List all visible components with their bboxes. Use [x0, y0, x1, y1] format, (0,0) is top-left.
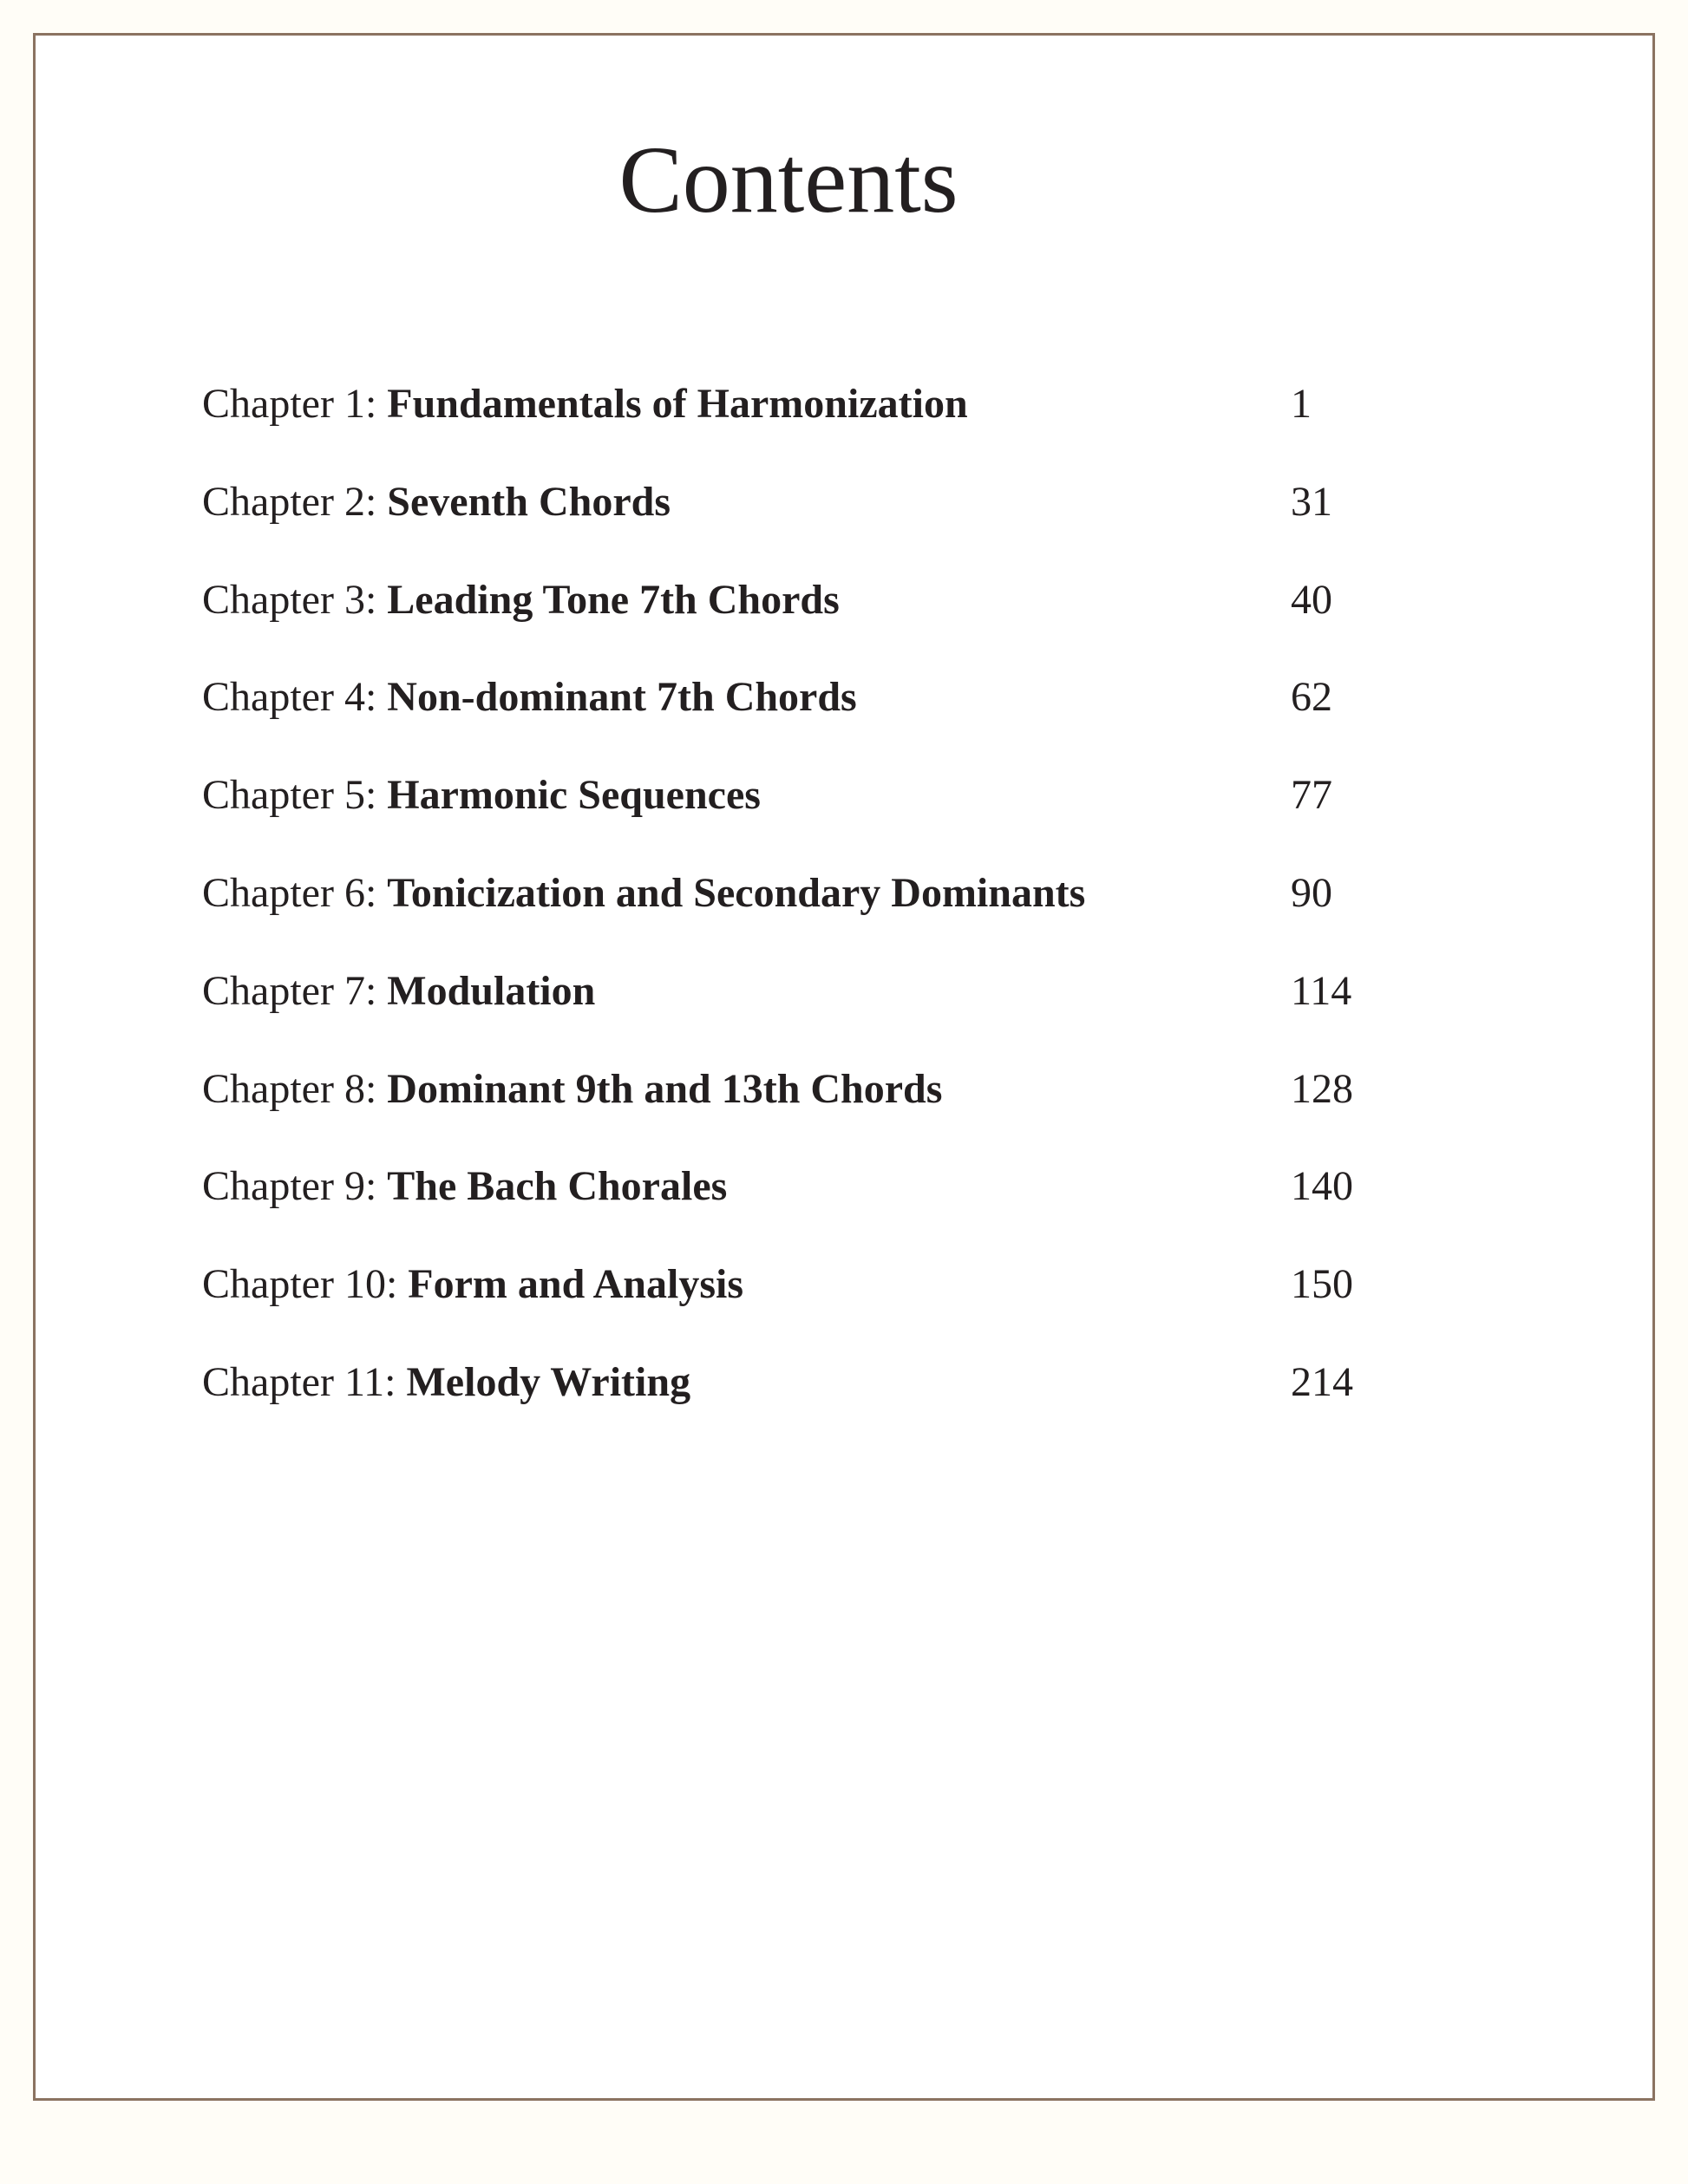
toc-entry-label — [202, 1360, 1291, 1406]
page-number: 128 — [1291, 1065, 1353, 1112]
chapter-prefix: Chapter 8: — [202, 1065, 377, 1112]
toc-entry-label — [202, 578, 1291, 624]
chapter-prefix: Chapter 1: — [202, 381, 377, 427]
toc-entry-label — [202, 480, 1291, 526]
chapter-title: Non-dominant 7th Chords — [387, 674, 857, 721]
toc-entry — [202, 943, 1375, 1041]
chapter-title: The Bach Chorales — [387, 1163, 728, 1210]
page-number: 150 — [1291, 1261, 1353, 1308]
chapter-prefix: Chapter 3: — [202, 576, 377, 623]
page-number: 62 — [1291, 674, 1332, 721]
chapter-prefix: Chapter 2: — [202, 478, 377, 525]
chapter-title: Dominant 9th and 13th Chords — [387, 1065, 943, 1112]
toc-entry — [202, 845, 1375, 943]
chapter-title: Seventh Chords — [387, 478, 671, 525]
chapter-title: Tonicization and Secondary Dominants — [387, 869, 1086, 916]
toc-entry-label — [202, 773, 1291, 819]
chapter-prefix: Chapter 5: — [202, 772, 377, 819]
page-number: 140 — [1291, 1163, 1353, 1210]
chapter-prefix: Chapter 6: — [202, 869, 377, 916]
page-number: 114 — [1291, 967, 1352, 1014]
toc-entry-label — [202, 1164, 1291, 1210]
chapter-title: Fundamentals of Harmonization — [387, 381, 968, 427]
toc-entry — [202, 1041, 1375, 1139]
toc-entry-label — [202, 1067, 1291, 1113]
chapter-prefix: Chapter 4: — [202, 674, 377, 721]
page-title: Contents — [618, 127, 958, 232]
chapter-prefix: Chapter 7: — [202, 967, 377, 1014]
page-number: 90 — [1291, 869, 1332, 916]
chapter-title: Form and Analysis — [408, 1261, 744, 1308]
table-of-contents — [202, 356, 1375, 1432]
toc-entry — [202, 356, 1375, 454]
toc-entry-label — [202, 969, 1291, 1015]
toc-entry — [202, 1138, 1375, 1236]
toc-entry — [202, 552, 1375, 650]
chapter-title: Melody Writing — [406, 1358, 691, 1405]
chapter-prefix: Chapter 10: — [202, 1261, 398, 1308]
page-number: 31 — [1291, 478, 1332, 525]
toc-entry-label — [202, 1262, 1291, 1308]
page-number: 77 — [1291, 772, 1332, 819]
toc-entry-label — [202, 871, 1291, 917]
chapter-title: Leading Tone 7th Chords — [387, 576, 840, 623]
page-number: 214 — [1291, 1358, 1353, 1405]
page-number: 40 — [1291, 576, 1332, 623]
toc-entry-label — [202, 382, 1291, 428]
toc-entry — [202, 1236, 1375, 1334]
page-number: 1 — [1291, 381, 1312, 427]
toc-entry — [202, 649, 1375, 747]
chapter-prefix: Chapter 11: — [202, 1358, 396, 1405]
toc-entry — [202, 747, 1375, 845]
toc-entry — [202, 1334, 1375, 1432]
chapter-title: Harmonic Sequences — [387, 772, 761, 819]
toc-entry-label — [202, 675, 1291, 721]
toc-entry — [202, 454, 1375, 552]
chapter-title: Modulation — [387, 967, 596, 1014]
chapter-prefix: Chapter 9: — [202, 1163, 377, 1210]
